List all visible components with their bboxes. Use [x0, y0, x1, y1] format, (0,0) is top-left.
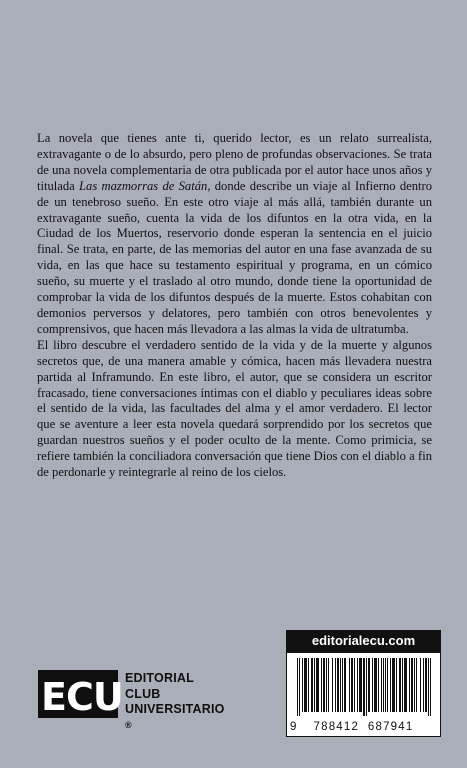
barcode-bar [363, 658, 365, 716]
barcode-bar [302, 658, 303, 712]
isbn-lead-digit: 9 [290, 721, 298, 733]
publisher-name [125, 671, 225, 733]
barcode-bar [428, 658, 429, 716]
barcode-bar [328, 658, 329, 712]
barcode-bar [416, 658, 417, 712]
barcode-bars [295, 658, 434, 716]
barcode-bar [351, 658, 353, 712]
barcode-bar [332, 658, 333, 712]
barcode-bar [342, 658, 343, 712]
registered-mark: ® [125, 719, 132, 730]
barcode-bar [321, 658, 322, 712]
barcode-bar [378, 658, 379, 712]
barcode-bar [425, 658, 427, 712]
barcode-bar [420, 658, 421, 712]
barcode-bar [335, 658, 336, 712]
isbn-barcode [286, 652, 441, 737]
barcode-bar [316, 658, 319, 712]
ecu-logo-mark: ECU [38, 670, 118, 718]
barcode-bar [366, 658, 367, 716]
blurb-text: La novela que tienes ante ti, querido lector, es un relato surrealista, extravagante o de lo absurdo, pero pleno de profundas observaciones. Se trata de una novela complementaria de otra publicada por el autor hace unos años y titulada [37, 131, 432, 193]
book-title-reference: Las mazmorras de Satán [79, 178, 208, 193]
barcode-bar [409, 658, 410, 712]
blurb-paragraph-1 [37, 131, 432, 338]
barcode-bar [359, 658, 362, 712]
barcode-bar [381, 658, 382, 712]
back-cover-blurb [37, 131, 432, 481]
barcode-bar [326, 658, 327, 712]
barcode-bar [374, 658, 377, 712]
barcode-bar [372, 658, 373, 712]
barcode-bar [383, 658, 384, 712]
publisher-name-line-2: CLUB [125, 686, 161, 701]
publisher-website: editorialecu.com [286, 630, 441, 652]
barcode-bar [354, 658, 355, 712]
barcode-bar [402, 658, 403, 712]
isbn-number [287, 721, 440, 733]
blurb-paragraph-2: El libro descubre el verdadero sentido de la vida y de la muerte y algunos secretos que, de una manera amable y cómica, hacen más llevadera nuestra partida al Inframundo. En este libro, el autor, que se considera un escritor fracasado, tiene conversaciones íntimas con el diablo y peculiares ideas sobre el sentido de la vida, las facultades del alma y el amor verdadero. El lector que se aventure a leer esta novela quedará sorprendido por los secretos que guardan nuestros sueños y el poder oculto de la mente. Como primicia, se refiere también la conciliadora conversación que tiene Dios con el diablo a fin de perdonarle y reintegrarle al reino de los cielos. [37, 337, 432, 480]
barcode-bar [311, 658, 313, 712]
barcode-bar [337, 658, 339, 712]
isbn-group-1: 788412 [313, 721, 360, 733]
isbn-group-2: 687941 [367, 721, 414, 733]
barcode-bar [349, 658, 350, 712]
barcode-bar [323, 658, 325, 712]
barcode-bar [297, 658, 298, 716]
barcode-bar [430, 658, 431, 716]
barcode-bar [396, 658, 397, 712]
publisher-name-line-3: UNIVERSITARIO ® [125, 702, 225, 733]
barcode-bar [308, 658, 309, 712]
barcode-bar [299, 658, 300, 716]
barcode-bar [385, 658, 386, 712]
barcode-bar [357, 658, 358, 712]
barcode-bar [392, 658, 395, 712]
publisher-name-line-1: EDITORIAL [125, 671, 194, 685]
barcode-bar [314, 658, 315, 712]
barcode-bar [340, 658, 341, 712]
publisher-logo [38, 670, 238, 730]
barcode-bar [387, 658, 388, 712]
barcode-bar [404, 658, 407, 712]
barcode-bar [344, 658, 346, 712]
barcode-bar [368, 658, 370, 712]
barcode-bar [390, 658, 391, 712]
blurb-text: , donde describe un viaje al Infierno dentro de un tenebroso sueño. En este otro viaje al más allá, también durante un extravagante sueño, cuenta la vida de los difuntos en la otra vida, en la Ciudad de los Muertos, reservorio donde esperan la sentencia en el juicio final. Se trata, en parte, de las memorias del autor en una fase avanzada de su vida, en las que hace su testamento espiritual y programa, en un cómico sueño, su muerte y el traslado al otro mundo, donde tiene la oportunidad de comprobar la vida de los difuntos después de la muerte. Estos cohabitan con demonios perversos y delatores, pero también con otros benevolentes y comprensivos, que hacen más llevadora a las almas la vida de ultratumba. [37, 178, 433, 336]
barcode-bar [423, 658, 424, 712]
barcode-bar [411, 658, 413, 712]
barcode-bar [304, 658, 307, 712]
barcode-bar [414, 658, 415, 712]
barcode-bar [399, 658, 401, 712]
